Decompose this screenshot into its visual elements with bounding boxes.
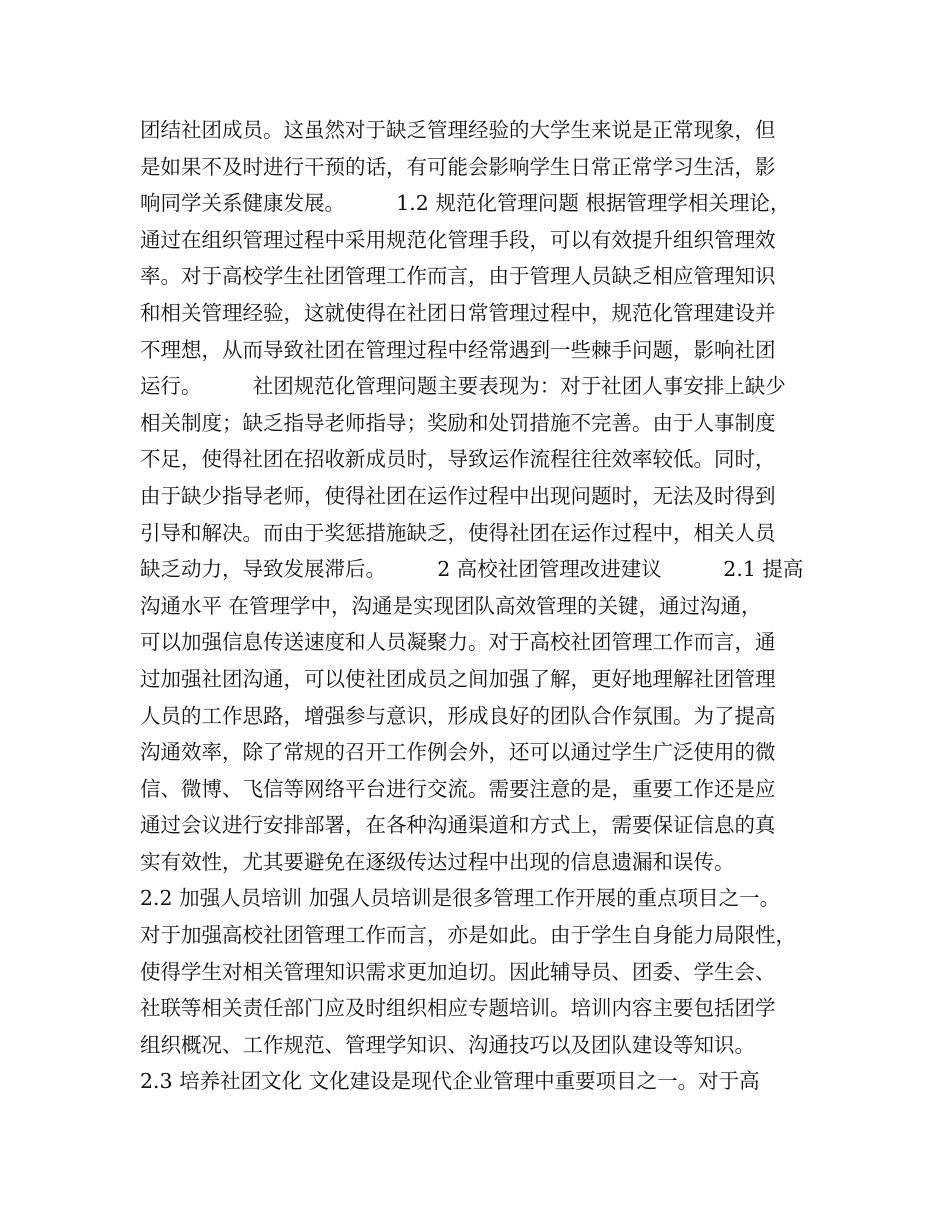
text-line-17: 人员的工作思路，增强参与意识，形成良好的团队合作氛围。为了提高 — [140, 703, 776, 728]
text-line-21: 实有效性，尤其要避免在逐级传达过程中出现的信息遗漏和误传。 — [140, 849, 735, 874]
body-text — [140, 112, 840, 1100]
text-line-8: 运行。 社团规范化管理问题主要表现为：对于社团人事安排上缺少 — [140, 374, 786, 399]
text-line-26: 组织概况、工作规范、管理学知识、沟通技巧以及团队建设等知识。 — [140, 1032, 755, 1057]
text-line-3: 响同学关系健康发展。 1.2 规范化管理问题 根据管理学相关理论， — [140, 191, 791, 216]
text-line-2: 是如果不及时进行干预的话，有可能会影响学生日常正常学习生活，影 — [140, 154, 776, 179]
text-line-12: 引导和解决。而由于奖惩措施缺乏，使得社团在运作过程中，相关人员 — [140, 520, 776, 545]
text-line-14: 沟通水平 在管理学中，沟通是实现团队高效管理的关键，通过沟通， — [140, 593, 762, 618]
text-line-20: 通过会议进行安排部署，在各种沟通渠道和方式上，需要保证信息的真 — [140, 813, 776, 838]
text-line-11: 由于缺少指导老师，使得社团在运作过程中出现问题时，无法及时得到 — [140, 483, 776, 508]
text-line-23: 对于加强高校社团管理工作而言，亦是如此。由于学生自身能力局限性， — [140, 923, 796, 948]
text-line-18: 沟通效率，除了常规的召开工作例会外，还可以通过学生广泛使用的微 — [140, 740, 776, 765]
text-line-5: 率。对于高校学生社团管理工作而言，由于管理人员缺乏相应管理知识 — [140, 264, 776, 289]
text-line-4: 通过在组织管理过程中采用规范化管理手段，可以有效提升组织管理效 — [140, 227, 776, 252]
text-line-9: 相关制度；缺乏指导老师指导；奖励和处罚措施不完善。由于人事制度 — [140, 410, 776, 435]
text-line-25: 社联等相关责任部门应及时组织相应专题培训。培训内容主要包括团学 — [140, 996, 776, 1021]
text-line-13: 缺乏动力，导致发展滞后。 2 高校社团管理改进建议 2.1 提高 — [140, 557, 804, 582]
text-line-1: 团结社团成员。这虽然对于缺乏管理经验的大学生来说是正常现象，但 — [140, 118, 776, 142]
text-line-15: 可以加强信息传送速度和人员凝聚力。对于高校社团管理工作而言，通 — [140, 630, 776, 655]
text-line-7: 不理想，从而导致社团在管理过程中经常遇到一些棘手问题，影响社团 — [140, 337, 776, 362]
text-line-22: 2.2 加强人员培训 加强人员培训是很多管理工作开展的重点项目之一。 — [140, 886, 781, 911]
text-line-10: 不足，使得社团在招收新成员时，导致运作流程往往效率较低。同时， — [140, 447, 776, 472]
text-line-24: 使得学生对相关管理知识需求更加迫切。因此辅导员、团委、学生会、 — [140, 959, 776, 984]
text-line-27: 2.3 培养社团文化 文化建设是现代企业管理中重要项目之一。对于高 — [140, 1069, 760, 1094]
text-line-19: 信、微博、飞信等网络平台进行交流。需要注意的是，重要工作还是应 — [140, 776, 776, 801]
text-line-6: 和相关管理经验，这就使得在社团日常管理过程中，规范化管理建设并 — [140, 300, 776, 325]
text-line-16: 过加强社团沟通，可以使社团成员之间加强了解，更好地理解社团管理 — [140, 666, 776, 691]
